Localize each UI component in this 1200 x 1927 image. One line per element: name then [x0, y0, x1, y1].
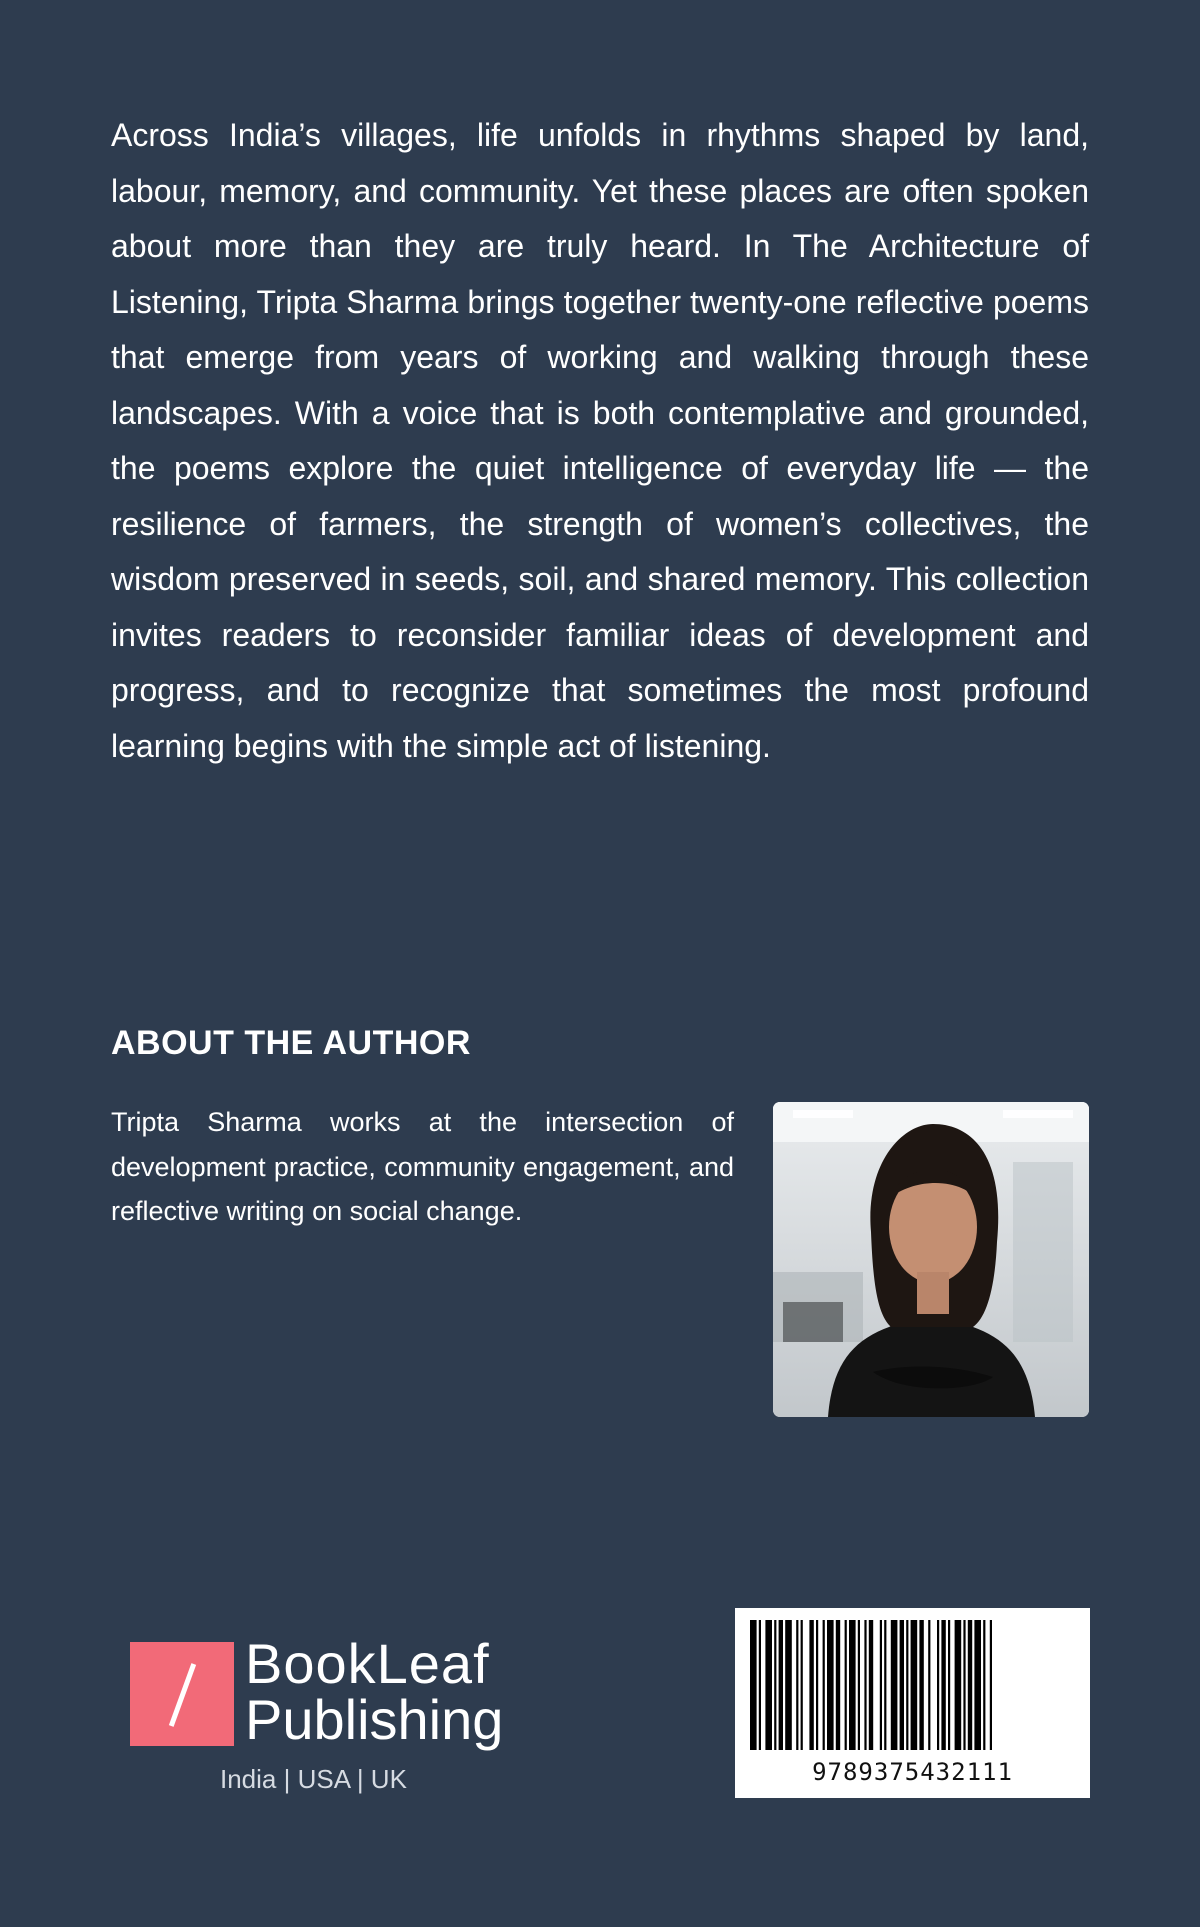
- publisher-logo-mark: [130, 1642, 234, 1746]
- publisher-regions: India | USA | UK: [220, 1764, 407, 1794]
- book-blurb: Across India’s villages, life unfolds in rhythms shaped by land, labour, memory, and community. Yet these places are often spoken about more than they are truly heard. In The Architecture of Listening, Tripta Sharma brings together twenty-one reflective poems that emerge from years of working and walking through these landscapes. With a voice that is both contemplative and grounded, the poems explore the quiet intelligence of everyday life — the resilience of farmers, the strength of women’s collectives, the wisdom preserved in seeds, soil, and shared memory. This collection invites readers to reconsider familiar ideas of development and progress, and to recognize that sometimes the most profound learning begins with the simple act of listening.: [111, 117, 1089, 764]
- isbn-number: 9789375432111: [812, 1758, 1013, 1786]
- publisher-logo: [130, 1634, 510, 1794]
- about-author-heading: ABOUT THE AUTHOR: [111, 1024, 471, 1062]
- author-bio: Tripta Sharma works at the intersection of development practice, community engagement, and reflective writing on social change.: [111, 1107, 734, 1226]
- publisher-name-line1: BookLeaf: [245, 1632, 490, 1695]
- publisher-name-line2: Publishing: [245, 1688, 504, 1751]
- isbn-barcode: [735, 1608, 1090, 1798]
- barcode-bars: [750, 1620, 1075, 1750]
- author-photo: [773, 1102, 1089, 1417]
